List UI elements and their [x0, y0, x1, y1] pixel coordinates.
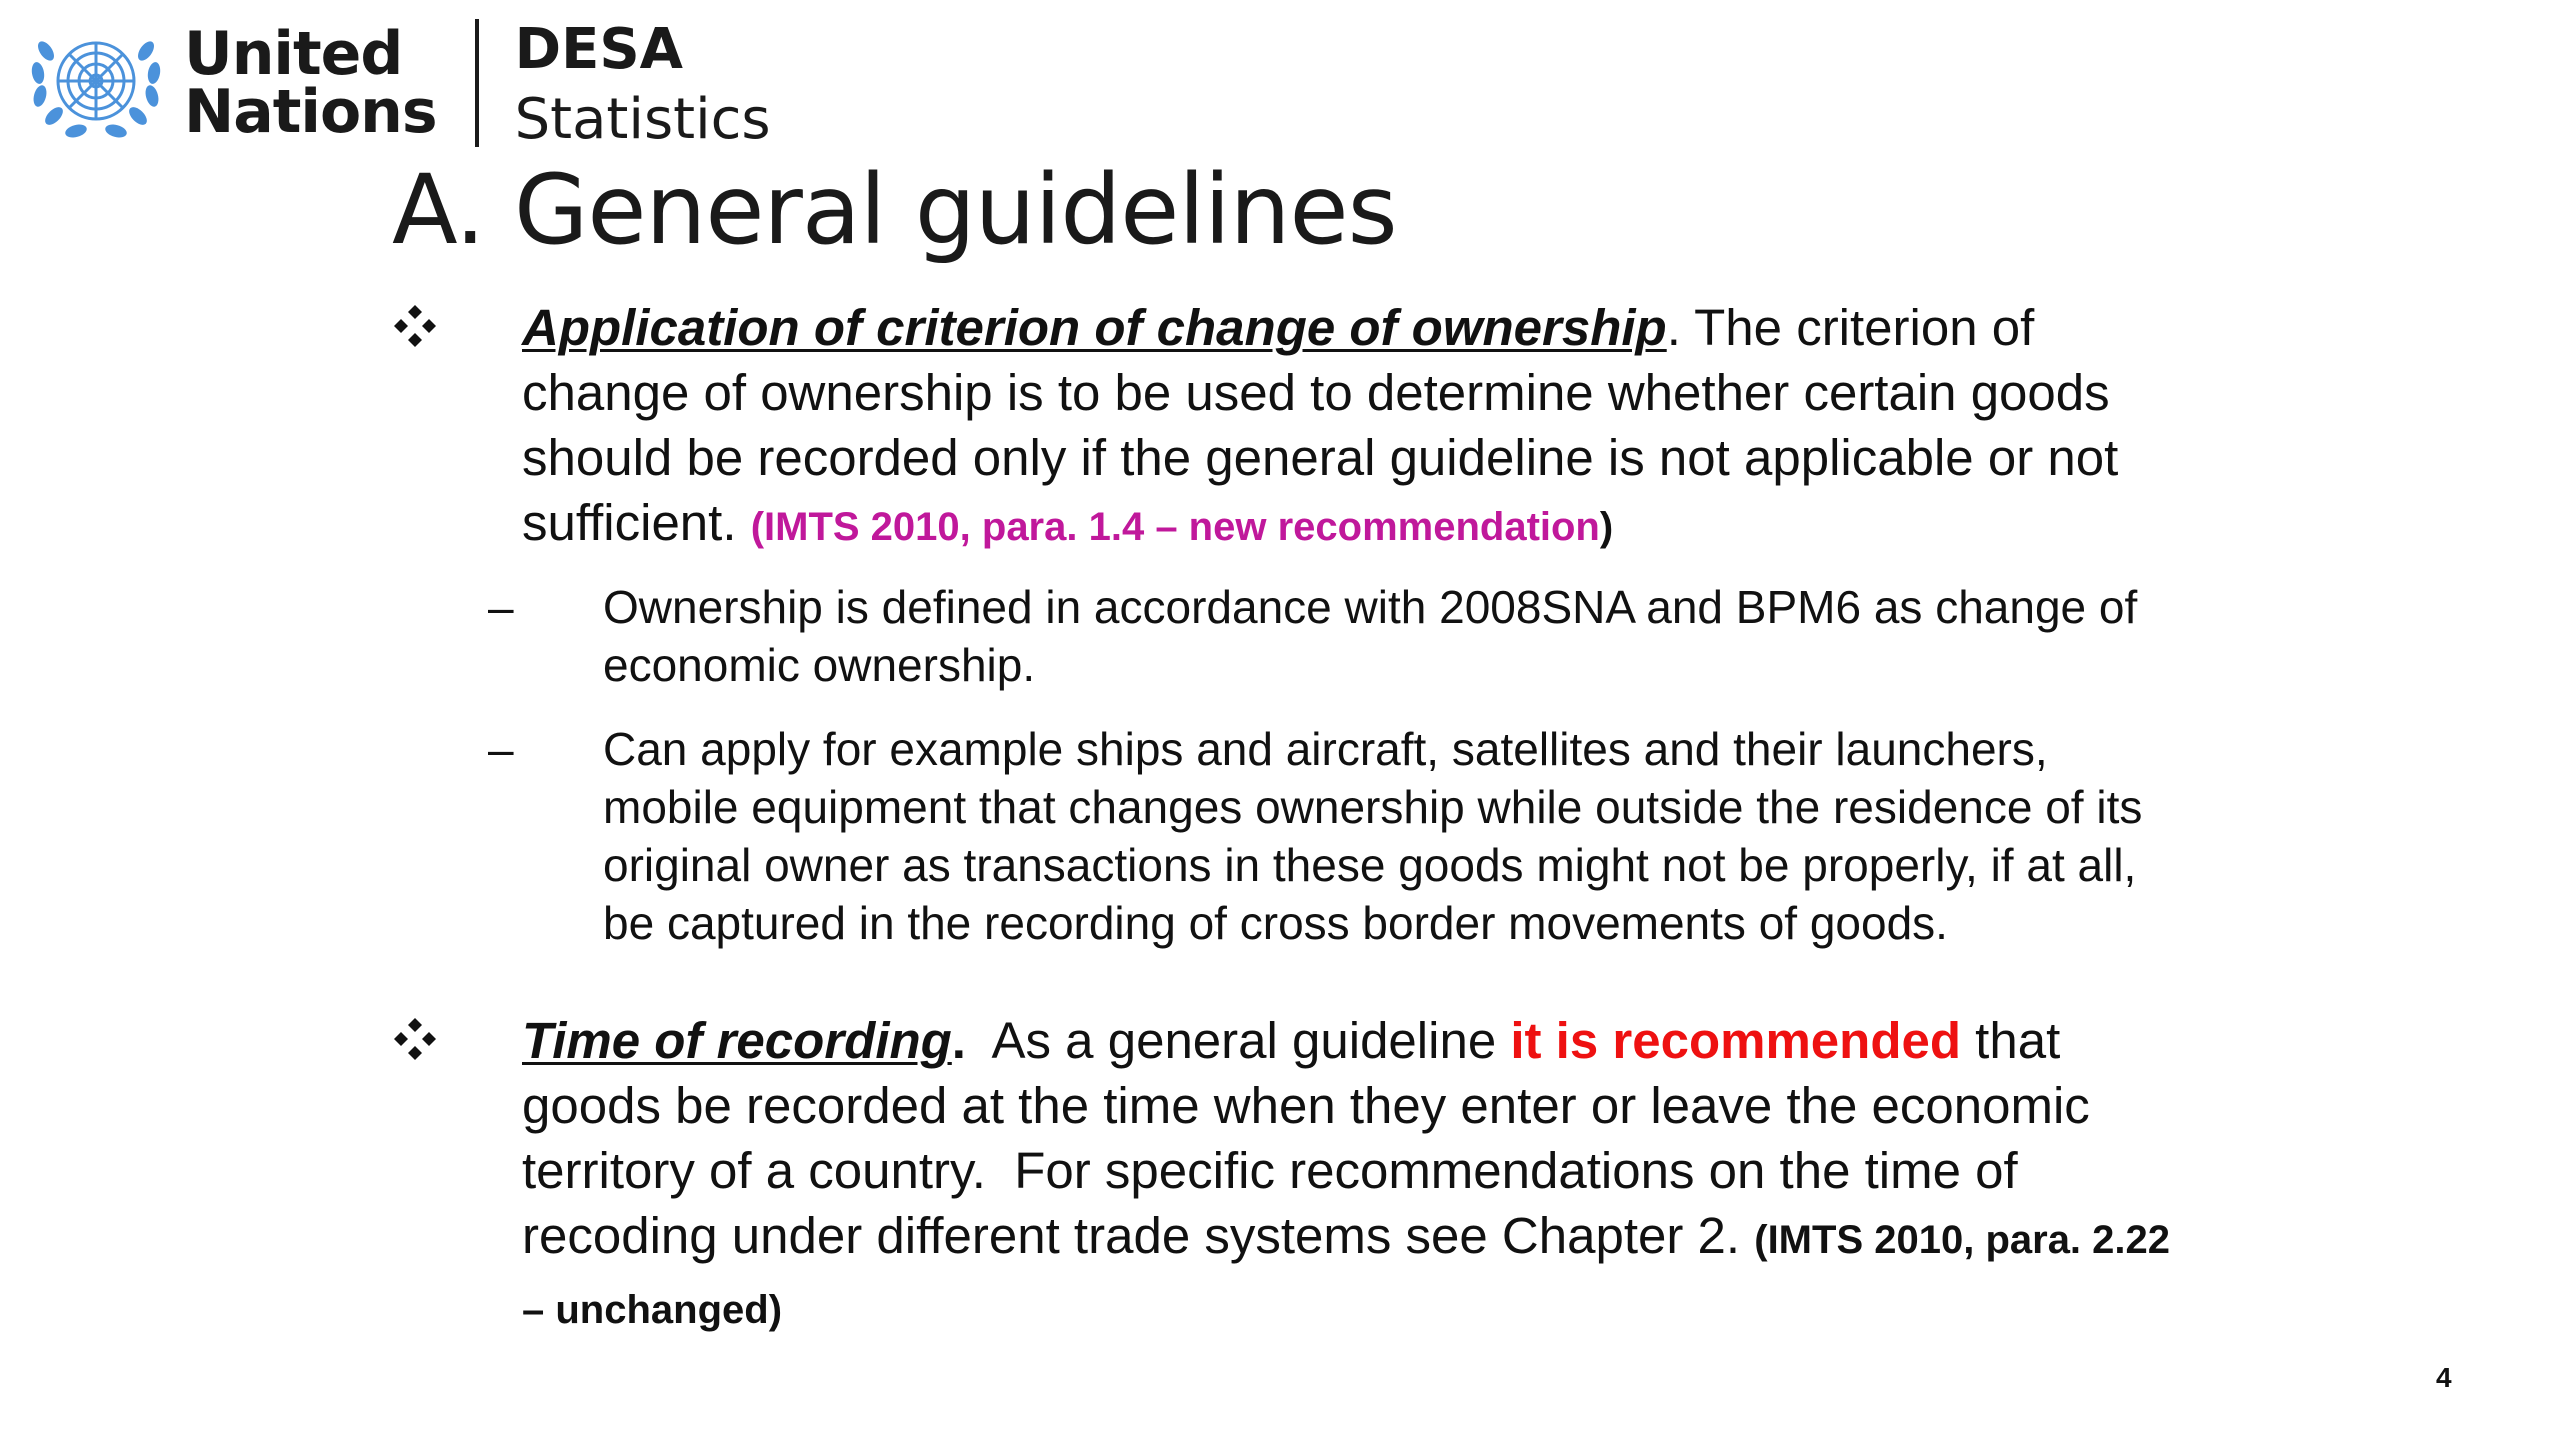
- bullet-text: [522, 1008, 2202, 1343]
- bullet-body-end: that goods be recorded at the time when they enter or leave the economic territory of a country. For specific recommendations on the time of recoding under different trade systems see Chapter 2.: [522, 1012, 2104, 1264]
- emphasis-text: it is recommended: [1510, 1012, 1961, 1069]
- four-diamond-bullet-icon: [392, 303, 438, 349]
- dash-bullet: –: [488, 581, 514, 633]
- page-number: 4: [2436, 1362, 2452, 1393]
- bullet-heading: Time of recording: [522, 1012, 952, 1069]
- dash-bullet: –: [488, 723, 514, 775]
- bullet-heading: Application of criterion of change of ownership: [522, 299, 1667, 356]
- un-emblem-icon: [26, 21, 166, 145]
- reference-citation: (IMTS 2010, para. 2.22 – unchanged): [522, 1218, 2171, 1332]
- slide-title: A. General guidelines: [392, 154, 1397, 266]
- reference-close: ): [1599, 505, 1614, 549]
- desa-block: [515, 11, 771, 155]
- un-desa-logo: [26, 17, 771, 152]
- un-wordmark: [184, 19, 437, 147]
- bullet-text: [522, 295, 2202, 560]
- four-diamond-bullet-icon: [392, 1016, 438, 1062]
- reference-citation: (IMTS 2010, para. 1.4 – new recommendation: [750, 505, 1600, 549]
- heading-period: .: [951, 1012, 966, 1069]
- division-name: Statistics: [514, 87, 771, 152]
- logo-divider: [475, 19, 479, 147]
- org-name-line1: United: [184, 19, 403, 89]
- org-name-line2: Nations: [184, 77, 437, 147]
- sub-item-text: Ownership is defined in accordance with 2008SNA and BPM6 as change of economic ownership.: [603, 581, 2138, 691]
- sub-item-text: Can apply for example ships and aircraft, satellites and their launchers, mobile equipment that changes ownership while outside the residence of its original owner as transactions in these goods might not be properly, if at all, be captured in the recording of cross border movements of goods.: [603, 723, 2143, 949]
- bullet-body-start: As a general guideline: [965, 1012, 1511, 1069]
- bullet-body: The criterion of change of ownership is to be used to determine whether certain goods should be recorded only if the general guideline is not applicable or not sufficient.: [522, 299, 2119, 551]
- dept-name: DESA: [514, 17, 684, 82]
- heading-period: .: [1666, 299, 1681, 356]
